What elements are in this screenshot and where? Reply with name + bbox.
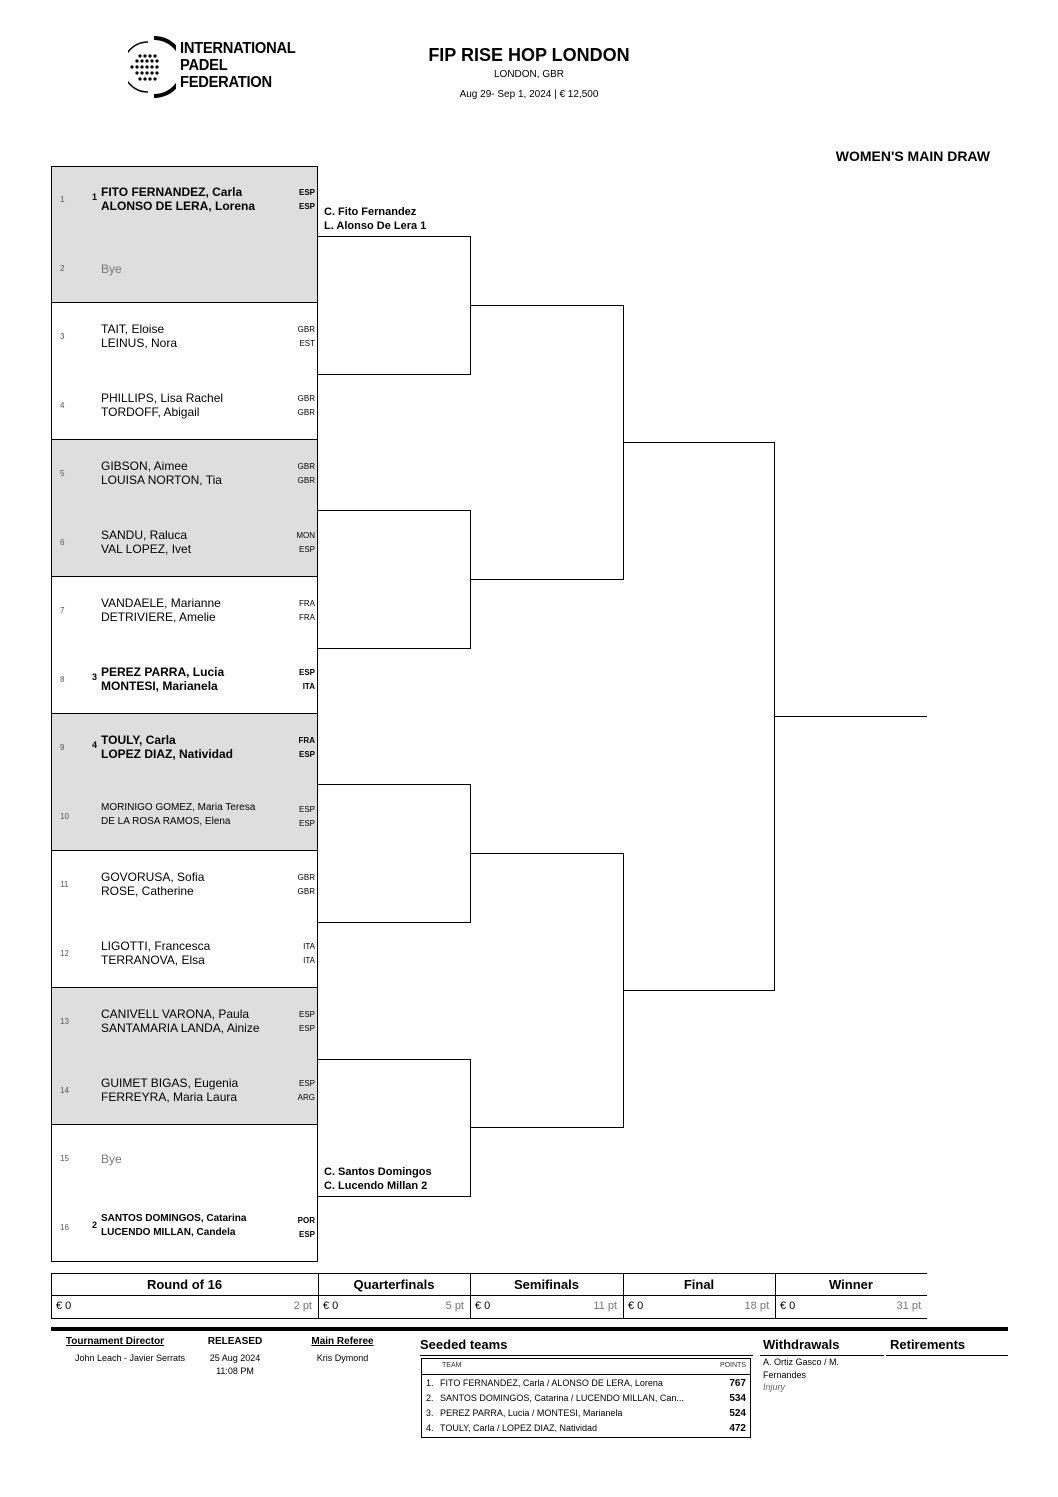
referee-label: Main Referee (311, 1336, 374, 1347)
round-divider (470, 1273, 471, 1318)
withdrawals-title: Withdrawals (763, 1337, 840, 1352)
slot-number: 13 (60, 1017, 69, 1026)
director-label: Tournament Director (65, 1336, 165, 1347)
sf-line-top (470, 305, 624, 306)
seeded-team-name: TOULY, Carla / LOPEZ DIAZ, Natividad (440, 1423, 598, 1433)
slot-number: 7 (60, 606, 65, 615)
slot-number: 4 (60, 400, 65, 410)
slot-number: 10 (60, 811, 69, 821)
seeded-team-name: SANTOS DOMINGOS, Catarina / LUCENDO MILLAN, Can... (440, 1393, 684, 1403)
slot-number: 11 (60, 880, 69, 889)
seeded-team-points: 524 (729, 1408, 746, 1419)
tournament-location: LONDON, GBR (493, 69, 564, 80)
player-2-country: ITA (303, 955, 315, 965)
player-2-name: TORDOFF, Abigail (101, 404, 200, 419)
player-2-name: ALONSO DE LERA, Lorena (101, 199, 256, 213)
qf-line-top (318, 784, 471, 785)
draw-slot (51, 1125, 318, 1194)
player-2-country: ITA (302, 681, 315, 691)
round-divider (51, 1273, 52, 1318)
draw-slot (51, 851, 318, 920)
player-2-country: ESP (298, 1229, 315, 1239)
qf-line-bottom (318, 1196, 471, 1197)
player-2-name: LEINUS, Nora (101, 336, 178, 350)
player-1-country: GBR (297, 393, 315, 403)
logo-line-3: FEDERATION (180, 74, 272, 91)
seeded-teams-table (421, 1358, 751, 1438)
withdrawal-reason: Injury (763, 1382, 786, 1392)
draw-name: WOMEN'S MAIN DRAW (835, 148, 990, 164)
round-divider (623, 1273, 624, 1318)
seed-number: 2 (92, 1219, 98, 1230)
slot-number: 9 (60, 743, 65, 752)
qf-line-top (318, 1059, 471, 1060)
seeded-teams-title: Seeded teams (420, 1337, 508, 1352)
round-label: Round of 16 (146, 1277, 223, 1292)
draw-slot (51, 166, 318, 235)
seeded-rank: 3. (426, 1408, 434, 1418)
player-1-name: PEREZ PARRA, Lucia (101, 664, 225, 679)
slot-number: 15 (60, 1154, 69, 1163)
tournament-title: FIP RISE HOP LONDON (428, 45, 630, 65)
logo-line-1: INTERNATIONAL (180, 40, 296, 57)
seeded-team-name: PEREZ PARRA, Lucia / MONTESI, Marianela (440, 1408, 623, 1418)
player-1-country: POR (297, 1215, 315, 1225)
seed-number: 4 (92, 740, 98, 750)
seeded-title-rule (420, 1355, 753, 1356)
round-points: 18 pt (744, 1300, 769, 1312)
player-2-name: DE LA ROSA RAMOS, Elena (101, 815, 231, 827)
winner-line (774, 716, 927, 717)
slot-number: 8 (60, 674, 65, 684)
round-label: Semifinals (513, 1277, 580, 1292)
player-2-name: VAL LOPEZ, Ivet (101, 541, 192, 556)
qf-winner-top-line1: C. Fito Fernandez (324, 206, 417, 218)
round-points: 31 pt (896, 1300, 921, 1312)
player-1-name: FITO FERNANDEZ, Carla (101, 185, 243, 199)
player-1-country: ESP (298, 1078, 315, 1088)
round-label: Final (683, 1277, 715, 1292)
round-points: 2 pt (293, 1300, 312, 1312)
player-2-name: ROSE, Catherine (101, 884, 194, 898)
player-1-name: VANDAELE, Marianne (101, 596, 221, 610)
qf-winner-top-line2: L. Alonso De Lera 1 (324, 220, 427, 232)
draw-slot (51, 372, 318, 441)
seeded-team-name: FITO FERNANDEZ, Carla / ALONSO DE LERA, Lorena (440, 1378, 663, 1388)
player-1-name: SANTOS DOMINGOS, Catarina (101, 1212, 247, 1224)
bye-label: Bye (101, 261, 122, 276)
seed-number: 1 (92, 192, 98, 202)
slot-number: 6 (60, 537, 65, 547)
player-1-name: CANIVELL VARONA, Paula (101, 1007, 250, 1021)
qf-line-bottom (318, 374, 471, 375)
player-2-name: FERREYRA, Maria Laura (101, 1089, 238, 1104)
slot-number: 5 (60, 469, 65, 478)
slot-number: 16 (60, 1222, 69, 1232)
footer-thick-rule (51, 1327, 1008, 1331)
player-1-name: SANDU, Raluca (101, 527, 188, 542)
qf-line-top (318, 510, 471, 511)
player-2-name: SANTAMARIA LANDA, Ainize (101, 1021, 260, 1035)
round-label: Winner (829, 1277, 873, 1292)
draw-slot (51, 783, 318, 852)
player-1-name: LIGOTTI, Francesca (101, 938, 211, 953)
draw-slot (51, 1194, 318, 1263)
draw-slot (51, 714, 318, 783)
seeded-rank: 2. (426, 1393, 434, 1403)
player-2-name: LOPEZ DIAZ, Natividad (101, 747, 234, 761)
seeded-rank: 4. (426, 1423, 434, 1433)
player-1-country: MON (296, 530, 315, 540)
slot-number: 2 (60, 263, 65, 273)
qf-winner-bottom-line1: C. Santos Domingos (324, 1166, 432, 1178)
draw-slot (51, 235, 318, 304)
qf-line-bottom (318, 922, 471, 923)
round-divider (318, 1273, 319, 1318)
player-1-name: TOULY, Carla (101, 733, 176, 747)
seeded-rank: 1. (426, 1378, 434, 1388)
director-name: John Leach - Javier Serrats (74, 1353, 186, 1363)
round-divider (775, 1273, 776, 1318)
round-header-mid-rule (51, 1295, 927, 1296)
draw-slot (51, 303, 318, 372)
player-1-name: PHILLIPS, Lisa Rachel (101, 390, 224, 405)
round-header-bottom-rule (51, 1318, 927, 1319)
seeded-col-points: POINTS (719, 1362, 746, 1369)
withdrawals-rule (760, 1355, 884, 1356)
referee-name: Kris Dymond (316, 1353, 369, 1363)
player-1-country: ITA (303, 941, 315, 951)
round-prize: € 0 (56, 1300, 72, 1312)
player-1-country: ESP (298, 667, 315, 677)
seed-number: 3 (92, 671, 98, 682)
draw-slot (51, 1057, 318, 1126)
player-1-country: ESP (298, 804, 315, 814)
seeded-team-points: 534 (729, 1393, 746, 1404)
withdrawal-name-line1: A. Ortiz Gasco / M. (763, 1357, 840, 1367)
round-header-top-rule (51, 1273, 927, 1274)
player-1-country: FRA (298, 736, 315, 745)
slot-number: 14 (60, 1085, 69, 1095)
player-2-country: ESP (298, 202, 315, 211)
retirements-title: Retirements (890, 1337, 966, 1352)
player-2-country: ESP (298, 544, 315, 554)
player-2-country: GBR (297, 476, 315, 485)
player-2-country: FRA (299, 613, 315, 622)
slot-number: 1 (60, 195, 65, 204)
player-2-name: DETRIVIERE, Amelie (101, 610, 216, 624)
round-prize: € 0 (780, 1300, 796, 1312)
player-1-name: GOVORUSA, Sofia (101, 870, 205, 884)
round-prize: € 0 (323, 1300, 339, 1312)
retirements-rule (886, 1355, 1008, 1356)
player-2-name: MONTESI, Marianela (101, 678, 218, 693)
seeded-team-points: 767 (729, 1378, 746, 1389)
released-label: RELEASED (207, 1336, 263, 1347)
round-prize: € 0 (628, 1300, 644, 1312)
released-date: 25 Aug 2024 (209, 1353, 261, 1363)
round-points: 5 pt (445, 1300, 464, 1312)
seeded-header-rule (422, 1374, 750, 1375)
player-1-country: ESP (298, 1010, 315, 1019)
logo-line-2: PADEL (180, 57, 228, 74)
seeded-team-points: 472 (729, 1423, 746, 1434)
player-1-name: TAIT, Eloise (101, 322, 165, 336)
sf-line-top (470, 853, 624, 854)
player-1-country: GBR (297, 325, 315, 334)
player-2-name: LUCENDO MILLAN, Candela (101, 1226, 236, 1238)
player-1-name: GIBSON, Aimee (101, 459, 188, 473)
player-2-country: EST (299, 339, 315, 348)
final-line-top (623, 442, 775, 443)
draw-slot (51, 509, 318, 578)
player-2-name: LOUISA NORTON, Tia (101, 473, 222, 487)
tournament-dates: Aug 29- Sep 1, 2024 | € 12,500 (459, 89, 599, 100)
player-2-country: ESP (298, 818, 315, 828)
qf-winner-bottom-line2: C. Lucendo Millan 2 (324, 1180, 428, 1192)
seeded-team-row (426, 1393, 746, 1407)
draw-slot (51, 988, 318, 1057)
player-1-name: MORINIGO GOMEZ, Maria Teresa (101, 801, 256, 813)
draw-slot (51, 920, 318, 989)
player-1-country: FRA (299, 599, 315, 608)
player-2-country: ESP (298, 750, 315, 759)
player-1-name: GUIMET BIGAS, Eugenia (101, 1075, 239, 1090)
seeded-team-row (426, 1423, 746, 1437)
seeded-col-team: TEAM (442, 1362, 462, 1369)
sf-line-bottom (470, 1127, 624, 1128)
withdrawal-name-line2: Fernandes (763, 1370, 807, 1380)
player-2-name: TERRANOVA, Elsa (101, 952, 205, 967)
qf-line-top (318, 236, 471, 237)
player-2-country: GBR (297, 407, 315, 417)
draw-slot (51, 440, 318, 509)
bye-label: Bye (101, 1152, 122, 1166)
seeded-team-row (426, 1378, 746, 1392)
round-label: Quarterfinals (353, 1277, 435, 1292)
qf-connector (470, 1059, 471, 1197)
released-time: 11:08 PM (216, 1366, 254, 1376)
seeded-team-row (426, 1408, 746, 1422)
player-2-country: ARG (297, 1092, 315, 1102)
final-line-bottom (623, 990, 775, 991)
qf-line-bottom (318, 648, 471, 649)
player-2-country: ESP (298, 1024, 315, 1033)
slot-number: 3 (60, 332, 65, 341)
sf-line-bottom (470, 579, 624, 580)
player-2-country: GBR (297, 887, 315, 896)
draw-slot (51, 577, 318, 646)
player-1-country: ESP (298, 188, 315, 197)
player-1-country: GBR (297, 462, 315, 471)
player-1-country: GBR (297, 873, 315, 882)
slot-number: 12 (60, 948, 69, 958)
draw-slot (51, 646, 318, 715)
round-points: 11 pt (593, 1300, 617, 1312)
round-prize: € 0 (475, 1300, 491, 1312)
